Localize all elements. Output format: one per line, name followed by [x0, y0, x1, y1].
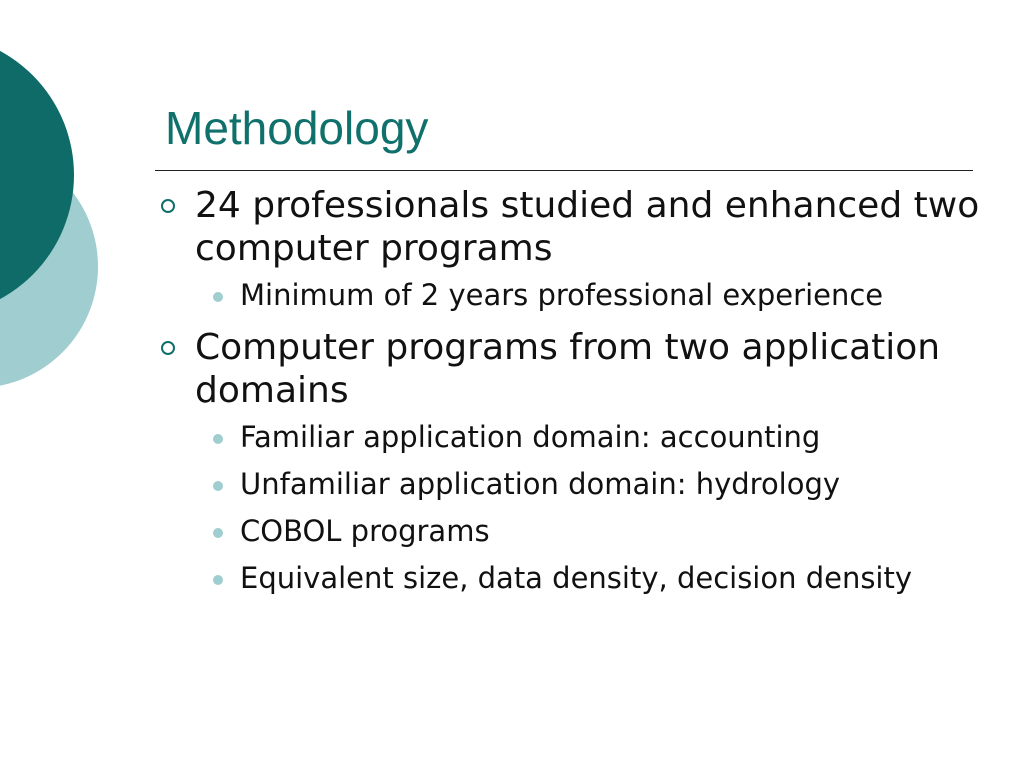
sub-bullet-item [195, 465, 985, 503]
dot-bullet-icon [213, 481, 223, 491]
dot-bullet-icon [213, 292, 223, 302]
sub-bullet-item [195, 276, 985, 314]
title-divider [155, 170, 973, 171]
sub-bullet-item [195, 418, 985, 456]
slide-content [155, 184, 985, 609]
sub-bullet-text: Familiar application domain: accounting [240, 420, 821, 454]
sub-bullet-text: Equivalent size, data density, decision density [240, 561, 913, 595]
sub-bullet-item [195, 559, 985, 597]
sub-bullet-text: COBOL programs [240, 514, 490, 548]
bullet-text: Computer programs from two application domains [195, 327, 941, 411]
hollow-circle-bullet-icon [161, 199, 175, 213]
bullet-text: 24 professionals studied and enhanced two computer programs [195, 185, 980, 269]
bullet-item [155, 326, 985, 597]
sub-bullet-list [195, 418, 985, 597]
hollow-circle-bullet-icon [161, 341, 175, 355]
bullet-list [155, 184, 985, 597]
slide-title: Methodology [165, 102, 429, 154]
sub-bullet-item [195, 512, 985, 550]
sub-bullet-text: Unfamiliar application domain: hydrology [240, 467, 841, 501]
sub-bullet-text: Minimum of 2 years professional experience [240, 278, 884, 312]
dot-bullet-icon [213, 528, 223, 538]
dot-bullet-icon [213, 434, 223, 444]
bullet-item [155, 184, 985, 314]
sub-bullet-list [195, 276, 985, 314]
dot-bullet-icon [213, 575, 223, 585]
